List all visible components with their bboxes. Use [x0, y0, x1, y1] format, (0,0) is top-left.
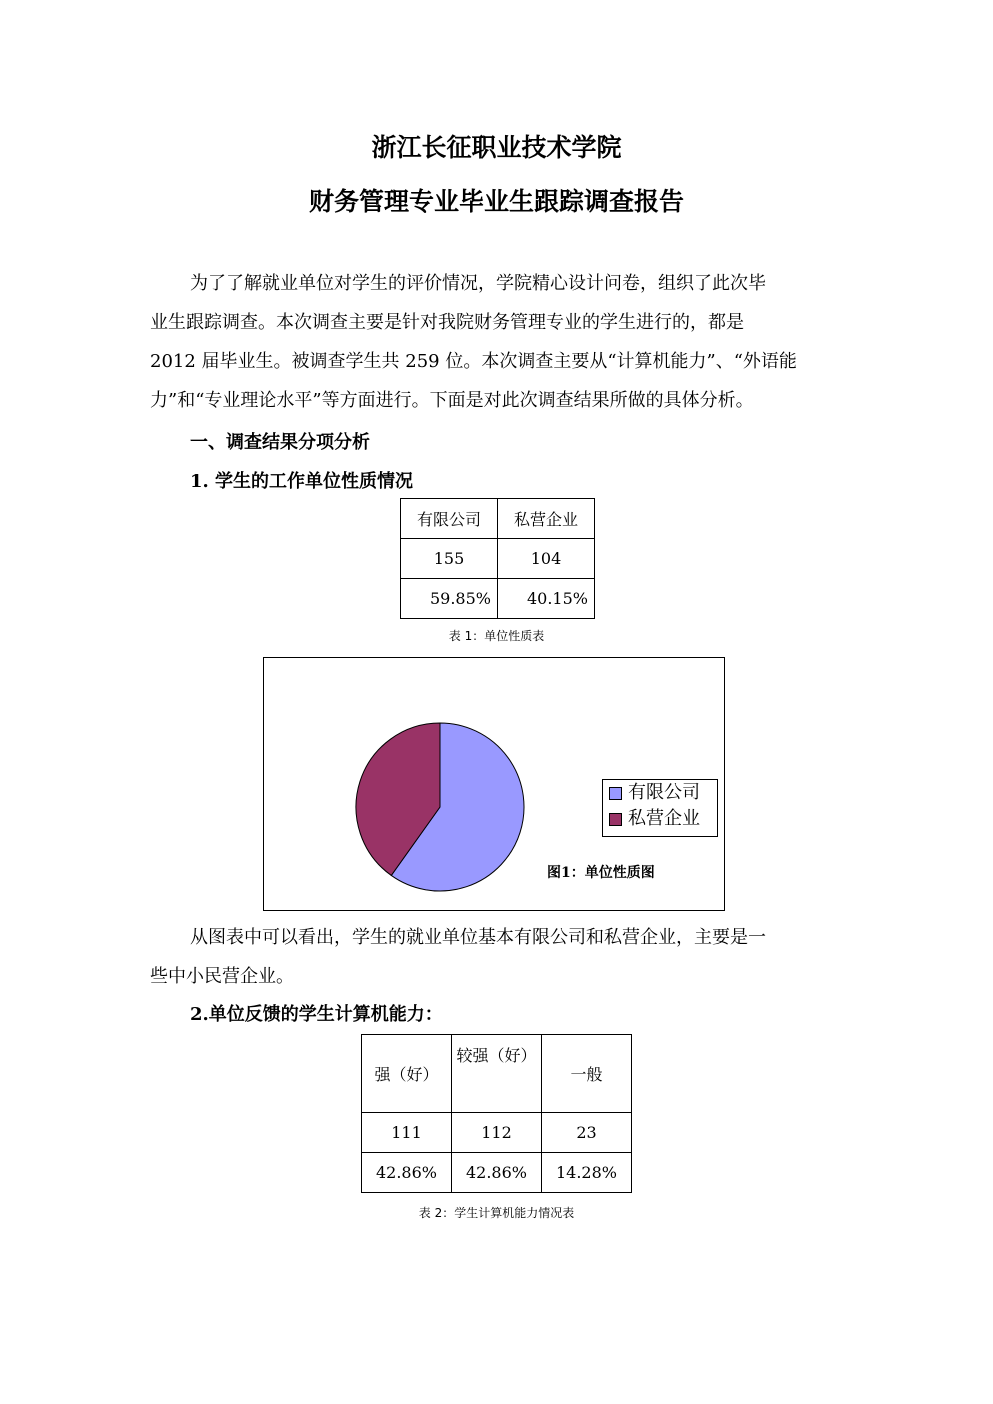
intro-line: 为了了解就业单位对学生的评价情况，学院精心设计问卷，组织了此次毕: [190, 273, 766, 294]
item1-heading: 1. 学生的工作单位性质情况: [190, 471, 414, 492]
table-header-cell: 较强（好）: [452, 1035, 542, 1113]
section-heading: 一、调查结果分项分析: [190, 432, 370, 453]
document-subtitle: 财务管理专业毕业生跟踪调查报告: [308, 187, 684, 216]
table-header-cell: 强（好）: [362, 1035, 452, 1113]
table-header-cell: 有限公司: [401, 499, 498, 539]
item2-heading: 2.单位反馈的学生计算机能力：: [190, 1004, 443, 1025]
table-cell: 14.28%: [542, 1153, 632, 1193]
employer-type-chart: [263, 657, 725, 911]
intro-line: 业生跟踪调查。本次调查主要是针对我院财务管理专业的学生进行的，都是: [150, 312, 744, 333]
conclusion-line: 些中小民营企业。: [150, 966, 294, 987]
table-cell: 111: [362, 1113, 452, 1153]
legend-item: [603, 780, 717, 806]
table-cell: 42.86%: [362, 1153, 452, 1193]
table1-caption: 表 1：单位性质表: [448, 629, 545, 643]
pie-chart-svg: [264, 658, 564, 910]
table2-caption: 表 2：学生计算机能力情况表: [418, 1206, 575, 1220]
chart-legend: [602, 779, 718, 837]
legend-swatch: [609, 787, 622, 800]
conclusion-paragraph: [150, 918, 850, 996]
table-cell: 42.86%: [452, 1153, 542, 1193]
legend-item: [603, 806, 717, 832]
chart-title: 图1：单位性质图: [547, 865, 655, 881]
legend-swatch: [609, 813, 622, 826]
table-cell: 155: [401, 539, 498, 579]
table-header-cell: 私营企业: [498, 499, 595, 539]
table-header-cell: 一般: [542, 1035, 632, 1113]
legend-label: 私营企业: [628, 808, 700, 829]
conclusion-line: 从图表中可以看出，学生的就业单位基本有限公司和私营企业，主要是一: [190, 927, 766, 948]
document-title: 浙江长征职业技术学院: [371, 133, 622, 162]
intro-line: 2012 届毕业生。被调查学生共 259 位。本次调查主要从“计算机能力”、“外语能: [150, 351, 797, 372]
intro-paragraph: [150, 264, 850, 420]
table-cell: 23: [542, 1113, 632, 1153]
computer-skill-table: [361, 1034, 632, 1193]
table-cell: 59.85%: [401, 579, 498, 619]
table-cell: 104: [498, 539, 595, 579]
employer-type-table: [400, 498, 595, 619]
intro-line: 力”和“专业理论水平”等方面进行。下面是对此次调查结果所做的具体分析。: [150, 390, 754, 411]
table-cell: 40.15%: [498, 579, 595, 619]
table-cell: 112: [452, 1113, 542, 1153]
legend-label: 有限公司: [628, 782, 700, 803]
